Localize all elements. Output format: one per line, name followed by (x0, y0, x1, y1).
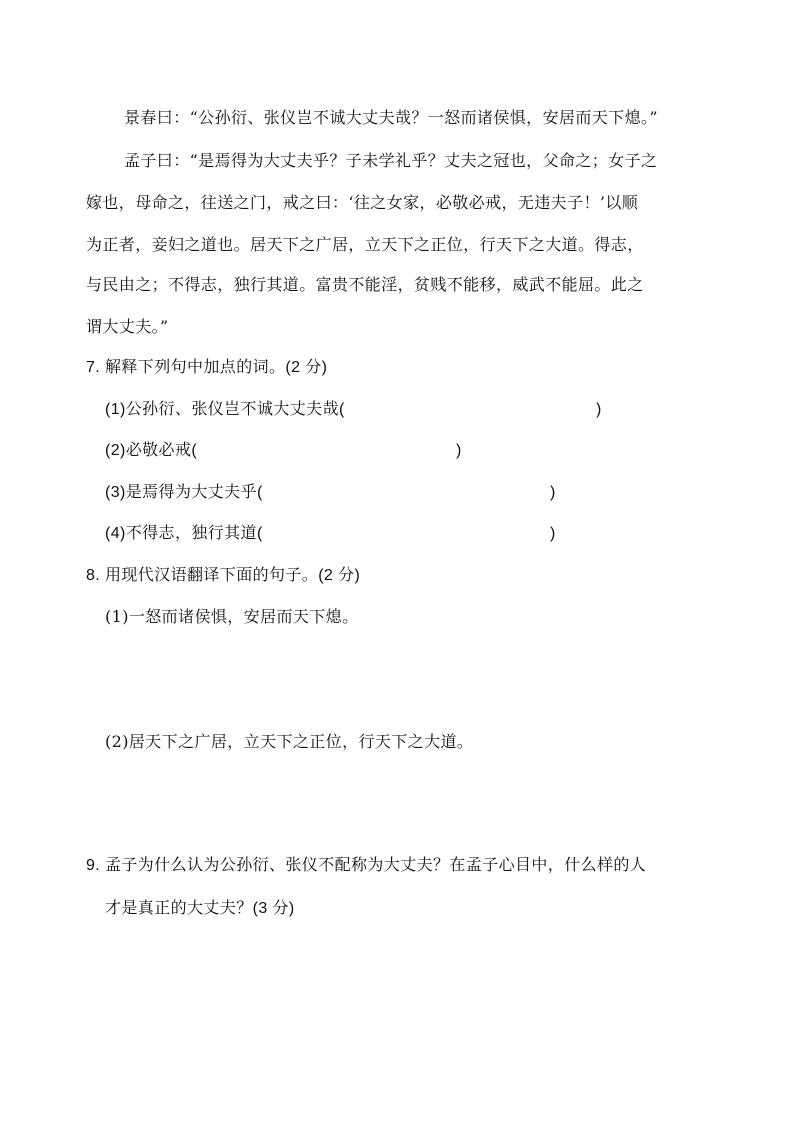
question-8-item-2: (2)居天下之广居，立天下之正位，行天下之大道。 (105, 732, 474, 751)
question-7-item-2-close: ) (456, 442, 462, 459)
question-8-title: 8. 用现代汉语翻译下面的句子。(2 分) (86, 567, 361, 584)
question-9-line-2: 才是真正的大丈夫？(3 分) (105, 900, 295, 917)
question-7-item-2-text: (2)必敬必戒( (105, 442, 198, 459)
question-7-item-3 (105, 483, 263, 503)
question-7-item-1 (105, 400, 345, 420)
question-7-item-1-close: ) (596, 401, 602, 418)
passage-line-3: 嫁也，母命之，往送之门，戒之曰：‘往之女家，必敬必戒，无违夫子！’以顺 (86, 193, 639, 212)
passage-line-5: 与民由之；不得志，独行其道。富贵不能淫，贫贱不能移，威武不能屈。此之 (86, 275, 644, 294)
question-7-item-3-text: (3)是焉得为大丈夫乎( (105, 484, 263, 501)
passage-line-6: 谓大丈夫。” (86, 317, 169, 336)
passage-line-4: 为正者，妾妇之道也。居天下之广居，立天下之正位，行天下之大道。得志， (86, 235, 644, 254)
question-8-item-1: (1)一怒而诸侯惧，安居而天下熄。 (105, 607, 359, 626)
question-9-line-1: 9. 孟子为什么认为公孙衍、张仪不配称为大丈夫？在孟子心目中，什么样的人 (86, 857, 647, 874)
question-7-item-4-text: (4)不得志，独行其道( (105, 525, 263, 542)
question-7-title: 7. 解释下列句中加点的词。(2 分) (86, 359, 328, 376)
question-7-item-1-text: (1)公孙衍、张仪岂不诚大丈夫哉( (105, 401, 345, 418)
passage-line-1: 景春曰：“公孙衍、张仪岂不诚大丈夫哉？一怒而诸侯惧，安居而天下熄。” (124, 108, 658, 127)
question-7-item-2 (105, 441, 197, 461)
question-7-item-4 (105, 524, 263, 544)
question-7-item-3-close: ) (550, 484, 556, 501)
question-7-item-4-close: ) (550, 525, 556, 542)
passage-line-2: 孟子曰：“是焉得为大丈夫乎？子未学礼乎？丈夫之冠也，父命之；女子之 (124, 151, 658, 170)
